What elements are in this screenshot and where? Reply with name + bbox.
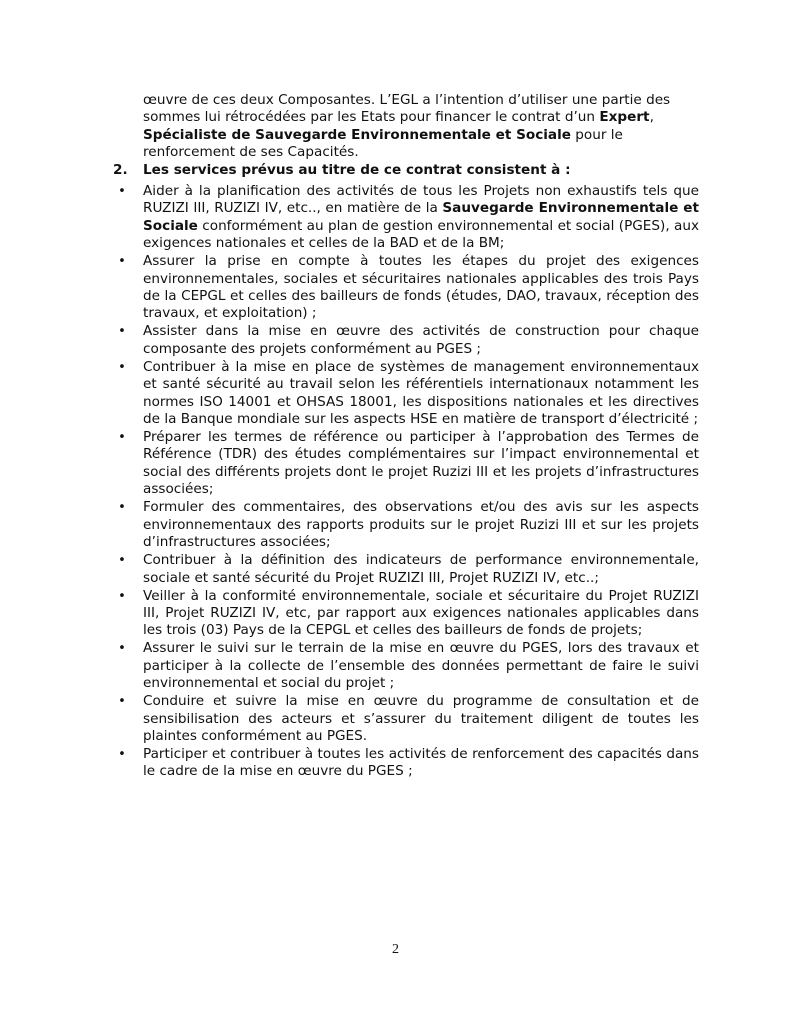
- list-item-text: Contribuer à la définition des indicateurs de performance environnementale, sociale et santé sécurité du Projet RUZIZI III, Projet RUZIZI IV, etc..;: [143, 552, 699, 586]
- list-item: [113, 323, 699, 358]
- list-item-text: Assurer le suivi sur le terrain de la mise en œuvre du PGES, lors des travaux et participer à la collecte de l’ensemble des données permettant de faire le suivi environnemental et social du projet ;: [143, 640, 699, 692]
- section-heading: [113, 162, 699, 179]
- intro-separator: ,: [649, 109, 654, 126]
- list-item-text: Veiller à la conformité environnementale, sociale et sécuritaire du Projet RUZIZI III, Projet RUZIZI IV, etc, par rapport aux exigences nationales applicables dans les trois (03) Pays de la CEPGL et celles des bailleurs de fonds de projets;: [143, 587, 699, 639]
- list-item-bold: Sauvegarde Environnementale et Sociale: [143, 200, 699, 234]
- bullet-icon: •: [118, 553, 126, 569]
- services-list: [113, 183, 699, 781]
- intro-text-end: pour le renforcement de ses Capacités.: [143, 126, 623, 161]
- list-item: [113, 429, 699, 499]
- list-item-text: Assurer la prise en compte à toutes les étapes du projet des exigences environnementales, sociales et sécuritaires nationales applicables des trois Pays de la CEPGL et celles des bailleurs de fonds (études, DAO, travaux, réception des travaux, et exploitation) ;: [143, 253, 699, 322]
- list-item-text: Formuler des commentaires, des observations et/ou des avis sur les aspects environnementaux des rapports produits sur le projet Ruzizi III et sur les projets d’infrastructures associées;: [143, 499, 699, 551]
- list-item: [113, 746, 699, 781]
- bullet-icon: •: [118, 588, 126, 604]
- bullet-icon: •: [118, 746, 126, 762]
- list-item-text-end: conformément au plan de gestion environnemental et social (PGES), aux exigences nationales et celles de la BAD et de la BM;: [143, 217, 699, 252]
- list-item: [113, 253, 699, 323]
- list-item: [113, 183, 699, 253]
- list-item: [113, 640, 699, 692]
- list-item-text: Assister dans la mise en œuvre des activités de construction pour chaque composante des projets conformément au PGES ;: [143, 323, 699, 357]
- bullet-icon: •: [118, 500, 126, 516]
- page-number: 2: [392, 942, 399, 957]
- bullet-icon: •: [118, 184, 126, 199]
- list-item: [113, 552, 699, 587]
- intro-paragraph: [143, 92, 699, 162]
- section-number: 2.: [113, 162, 128, 178]
- bullet-icon: •: [118, 694, 126, 710]
- list-item-text: Aider à la planification des activités de tous les Projets non exhaustifs tels que RUZIZI III, RUZIZI IV, etc.., en matière de la: [143, 183, 699, 217]
- bullet-icon: •: [118, 324, 126, 340]
- section-title: Les services prévus au titre de ce contrat consistent à :: [143, 162, 571, 178]
- list-item: [113, 588, 699, 640]
- list-item-text: Préparer les termes de référence ou participer à l’approbation des Termes de Référence (TDR) des études complémentaires sur l’impact environnemental et social des différents projets dont le projet Ruzizi III et les projets d’infrastructures associées;: [143, 429, 699, 498]
- bullet-icon: •: [118, 359, 126, 375]
- intro-text: œuvre de ces deux Composantes. L’EGL a l’intention d’utiliser une partie des sommes lui rétrocédées par les Etats pour financer le contrat d’un: [143, 92, 671, 126]
- list-item: [113, 359, 699, 429]
- bullet-icon: •: [118, 641, 126, 657]
- list-item: [113, 499, 699, 551]
- list-item-text: Conduire et suivre la mise en œuvre du programme de consultation et de sensibilisation des acteurs et s’assurer du traitement diligent de toutes les plaintes conformément au PGES.: [143, 693, 699, 744]
- list-item: [113, 693, 699, 745]
- bullet-icon: •: [118, 430, 126, 446]
- intro-bold-expert: Expert: [599, 109, 650, 126]
- intro-bold-specialist: Spécialiste de Sauvegarde Environnementale et Sociale: [143, 126, 571, 143]
- list-item-text: Participer et contribuer à toutes les activités de renforcement des capacités dans le cadre de la mise en œuvre du PGES ;: [143, 745, 699, 780]
- list-item-text: Contribuer à la mise en place de systèmes de management environnementaux et santé sécurité au travail selon les référentiels internationaux notamment les normes ISO 14001 et OHSAS 18001, les dispositions nationales et les directives de la Banque mondiale sur les aspects HSE en matière de transport d’électricité ;: [143, 358, 699, 428]
- bullet-icon: •: [118, 254, 126, 270]
